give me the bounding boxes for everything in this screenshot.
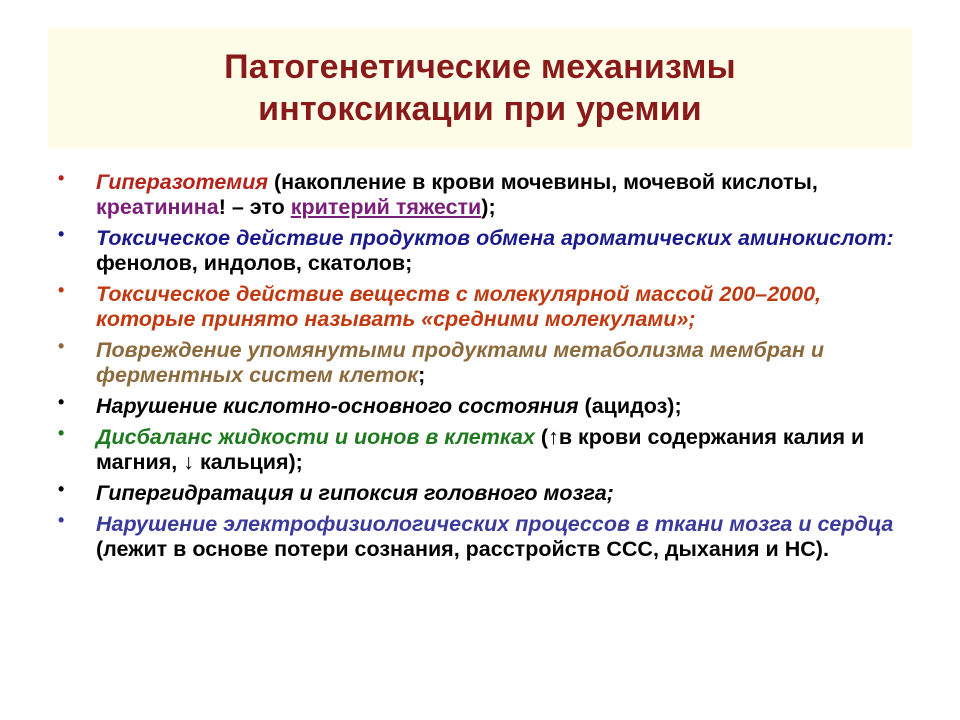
- bullet-item: [56, 481, 906, 506]
- bullet-text-segment: (лежит в основе потери сознания, расстройств ССС, дыхания и НС).: [96, 537, 829, 561]
- bullet-dot-icon: •: [58, 336, 65, 356]
- bullet-text-segment: Повреждение упомянутыми продуктами метаболизма мембран и ферментных систем клеток: [96, 338, 825, 387]
- bullet-text-segment: критерий тяжести: [290, 195, 482, 219]
- bullet-dot-icon: •: [58, 392, 65, 412]
- slide-title-line-1: Патогенетические механизмы: [224, 48, 736, 86]
- bullet-item: [56, 425, 906, 475]
- bullet-dot-icon: •: [58, 423, 65, 443]
- bullet-dot-icon: •: [58, 168, 65, 188]
- bullet-dot-icon: •: [58, 510, 65, 530]
- bullet-text-segment: Дисбаланс жидкости и ионов в клетках: [96, 425, 535, 449]
- bullet-text-segment: Гиперазотемия: [96, 170, 268, 194]
- bullet-dot-icon: •: [58, 224, 65, 244]
- bullet-text-segment: Нарушение кислотно-основного состояния: [96, 394, 579, 418]
- bullet-text-segment: фенолов, индолов, скатолов;: [96, 251, 413, 275]
- bullet-text-segment: (ацидоз);: [578, 394, 682, 418]
- bullet-text-segment: Токсическое действие продуктов обмена ароматических аминокислот:: [96, 226, 894, 250]
- bullet-list: [56, 170, 906, 568]
- bullet-text-segment: );: [481, 195, 496, 219]
- bullet-item: [56, 338, 906, 388]
- bullet-item: [56, 282, 906, 332]
- bullet-text-segment: Токсическое действие веществ с молекулярной массой 200–2000, которые принято называть «средними молекулами»;: [96, 282, 822, 331]
- bullet-text-segment: ! – это: [218, 195, 291, 219]
- bullet-text-segment: Нарушение электрофизиологических процессов в ткани мозга и сердца: [96, 512, 894, 536]
- bullet-dot-icon: •: [58, 479, 65, 499]
- bullet-item: [56, 512, 906, 562]
- bullet-item: [56, 226, 906, 276]
- title-banner: [48, 28, 912, 148]
- bullet-dot-icon: •: [58, 280, 65, 300]
- bullet-text-segment: (накопление в крови мочевины, мочевой кислоты,: [268, 170, 818, 194]
- bullet-item: [56, 394, 906, 419]
- bullet-item: [56, 170, 906, 220]
- bullet-text-segment: креатинина: [96, 195, 219, 219]
- slide-title-line-2: интоксикации при уремии: [258, 90, 702, 128]
- bullet-text-segment: (↑в крови содержания калия и магния, ↓ кальция);: [96, 425, 865, 474]
- bullet-text-segment: Гипергидратация и гипоксия головного мозга;: [96, 481, 614, 505]
- bullet-text-segment: ;: [418, 363, 426, 387]
